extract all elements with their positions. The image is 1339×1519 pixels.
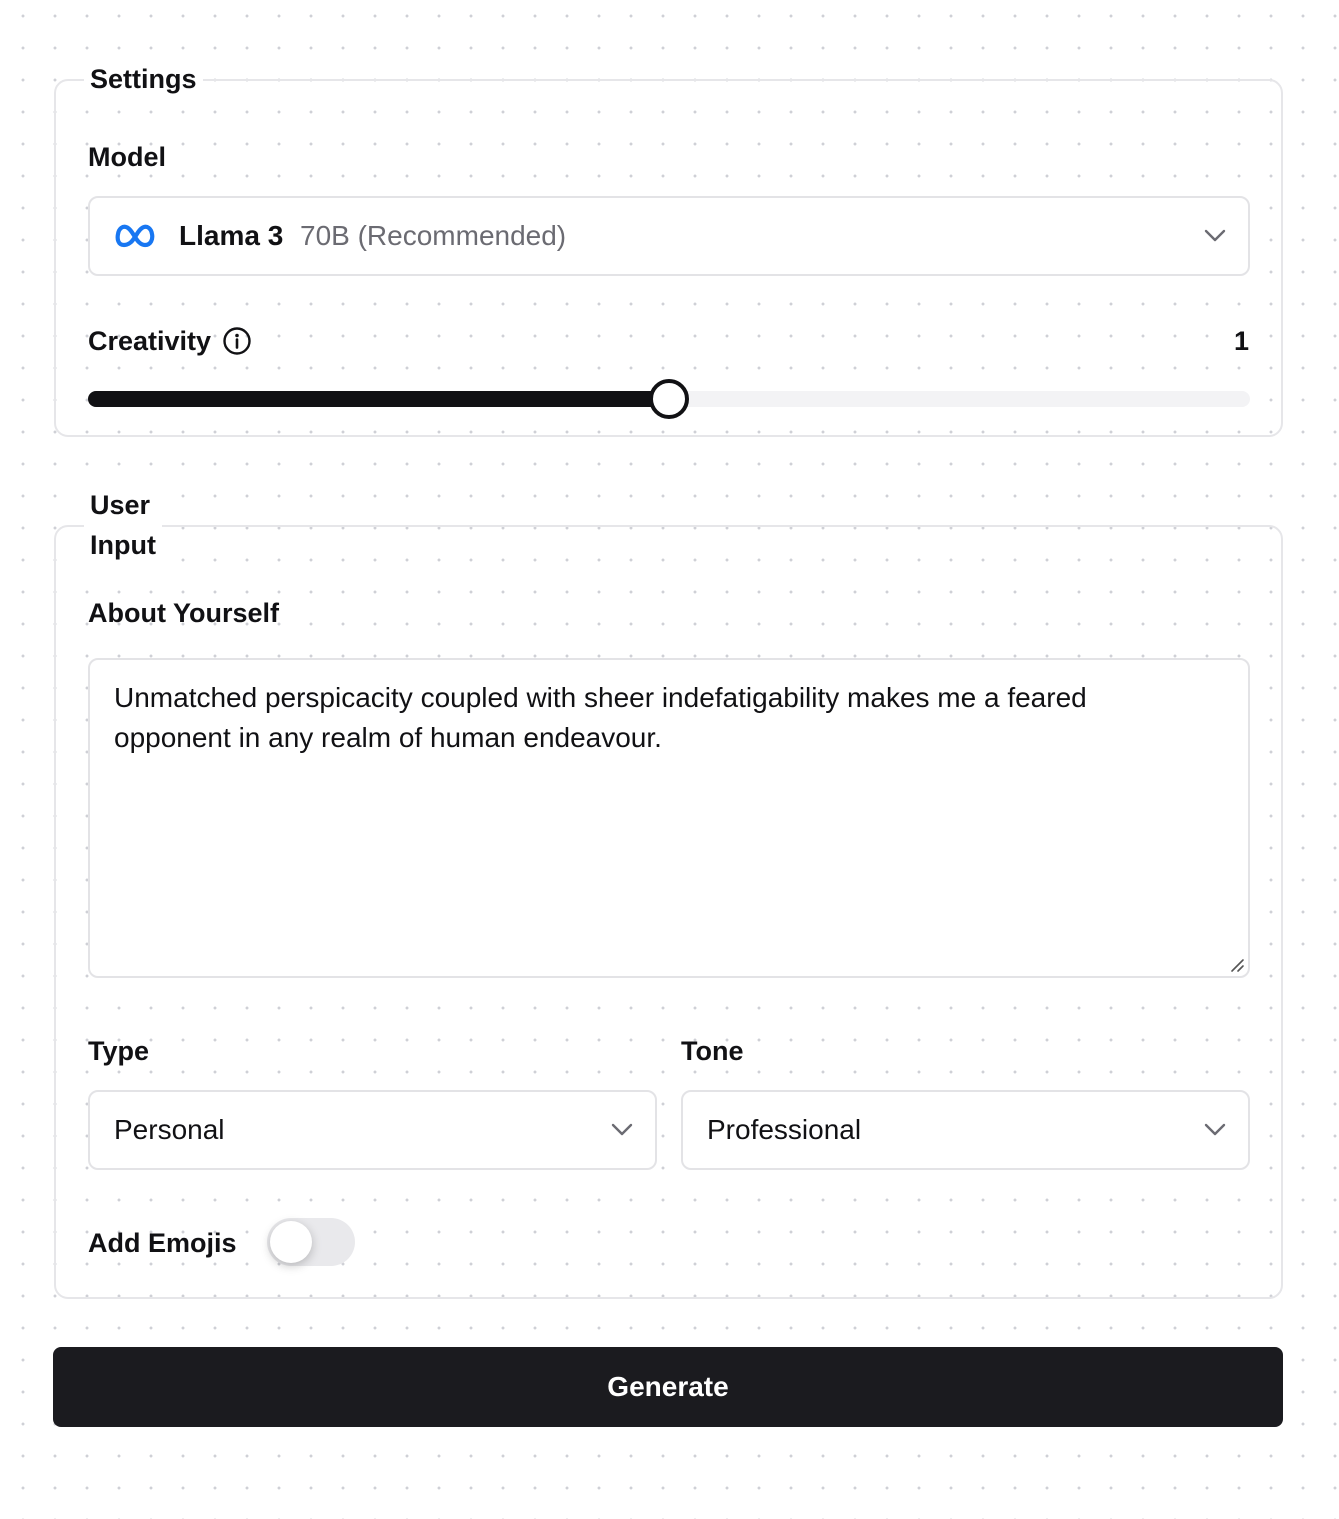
about-label: About Yourself — [88, 598, 280, 628]
about-text: Unmatched perspicacity coupled with sheer indefatigability makes me a feared opponent in any realm of human endeavour. — [114, 682, 1087, 753]
chevron-down-icon — [1204, 1123, 1226, 1137]
settings-legend: Settings — [84, 59, 203, 99]
settings-panel — [54, 64, 1283, 437]
tone-select[interactable] — [681, 1090, 1250, 1170]
generate-button-label: Generate — [607, 1371, 729, 1402]
model-name: Llama 3 — [179, 220, 284, 251]
model-select[interactable] — [88, 196, 1250, 276]
creativity-label-text: Creativity — [88, 326, 212, 356]
about-textarea[interactable] — [88, 658, 1250, 978]
type-label: Type — [88, 1036, 150, 1066]
creativity-value: 1 — [1233, 326, 1249, 356]
meta-logo-icon — [114, 221, 156, 251]
creativity-slider[interactable] — [88, 379, 1250, 419]
info-icon[interactable] — [222, 326, 252, 356]
slider-thumb[interactable] — [649, 379, 689, 419]
tone-label: Tone — [681, 1036, 744, 1066]
emojis-toggle[interactable] — [267, 1218, 355, 1266]
chevron-down-icon — [611, 1123, 633, 1137]
tone-value: Professional — [707, 1114, 862, 1145]
generate-button[interactable] — [53, 1347, 1283, 1427]
user-input-legend — [84, 485, 162, 565]
resize-handle-icon[interactable] — [1229, 957, 1245, 973]
toggle-knob — [270, 1221, 312, 1263]
chevron-down-icon — [1204, 229, 1226, 243]
user-input-legend-line2: Input — [90, 530, 156, 560]
type-select[interactable] — [88, 1090, 657, 1170]
user-input-panel — [54, 490, 1283, 1299]
model-label: Model — [88, 142, 166, 172]
emojis-label: Add Emojis — [88, 1228, 237, 1258]
slider-fill — [88, 391, 669, 407]
creativity-label — [88, 324, 252, 358]
model-variant: 70B (Recommended) — [300, 220, 567, 251]
user-input-legend-line1: User — [90, 490, 151, 520]
type-value: Personal — [114, 1114, 225, 1145]
